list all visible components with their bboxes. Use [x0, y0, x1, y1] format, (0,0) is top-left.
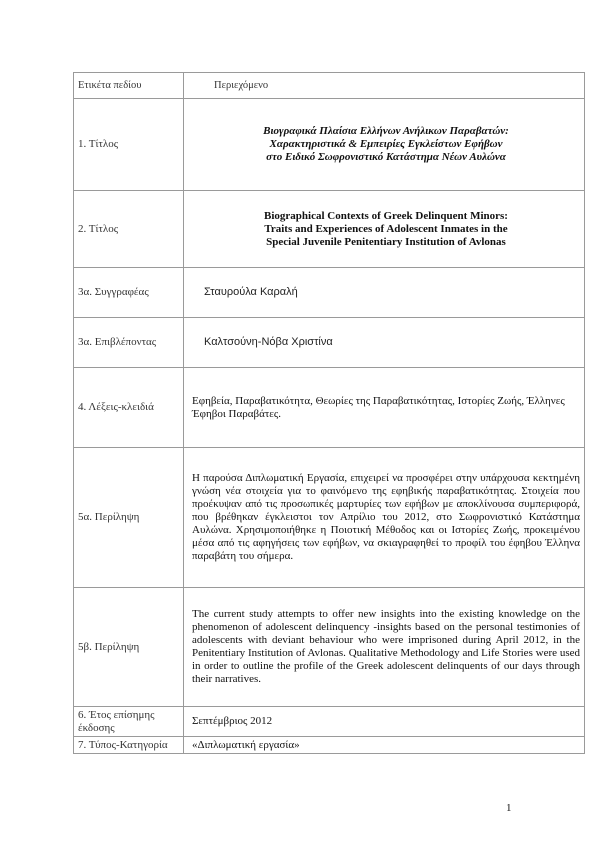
table-row-title-gr	[74, 99, 585, 191]
row-label: 1. Τίτλος	[74, 99, 184, 191]
row-label: 7. Τύπος-Κατηγορία	[74, 737, 184, 754]
publication-date: Σεπτέμβριος 2012	[184, 707, 585, 737]
table-header-row	[74, 73, 585, 99]
title-greek	[184, 99, 585, 191]
table-row-abstract-gr	[74, 448, 585, 588]
table-row-keywords	[74, 368, 585, 448]
table-row-author	[74, 268, 585, 318]
supervisor-name: Καλτσούνη-Νόβα Χριστίνα	[184, 318, 585, 368]
title-greek-line: στο Ειδικό Σωφρονιστικό Κατάστημα Νέων Αυλώνα	[266, 151, 506, 163]
keywords-text: Εφηβεία, Παραβατικότητα, Θεωρίες της Παραβατικότητας, Ιστορίες Ζωής, Έλληνες Έφηβοι Παραβάτες.	[184, 368, 585, 448]
abstract-english: The current study attempts to offer new insights into the existing knowledge on the phenomenon of adolescent delinquency -insights based on the personal testimonies of adolescents with deviant behaviour who were imprisoned during April 2012, in the Penitentiary Institution of Avlonas. Qualitative Methodology and Life Stories were used in order to outline the profile of the Greek adolescent delinquents of our days through their narratives.	[184, 588, 585, 707]
document-type: «Διπλωματική εργασία»	[184, 737, 585, 754]
row-label: 3α. Συγγραφέας	[74, 268, 184, 318]
row-label: 4. Λέξεις-κλειδιά	[74, 368, 184, 448]
page-number: 1	[506, 802, 512, 814]
row-label: 2. Τίτλος	[74, 191, 184, 268]
header-content-cell: Περιεχόμενο	[184, 73, 585, 99]
header-label-cell: Ετικέτα πεδίου	[74, 73, 184, 99]
abstract-greek: Η παρούσα Διπλωματική Εργασία, επιχειρεί να προσφέρει στην υπάρχουσα κεκτημένη γνώση νέα στοιχεία για το φαινόμενο της εφηβικής παραβατικότητας. Στοιχεία που προέκυψαν από τις προσωπικές μαρτυρίες των εφήβων με αποκλίνουσα συμπεριφορά, που βρέθηκαν έγκλειστοι τον Απρίλιο του 2012, στο Σωφρονιστικό Κατάστημα Αυλώνα. Χρησιμοποιήθηκε η Ποιοτική Μέθοδος και οι Ιστορίες Ζωής, προκειμένου μέσα από τις αφηγήσεις των εφήβων, να σκιαγραφηθεί το προφίλ του έφηβου Έλληνα παραβάτη του σήμερα.	[184, 448, 585, 588]
table-row-abstract-en	[74, 588, 585, 707]
title-english-line: Traits and Experiences of Adolescent Inmates in the	[264, 222, 508, 235]
row-label: 3α. Επιβλέποντας	[74, 318, 184, 368]
table-row-supervisor	[74, 318, 585, 368]
author-name: Σταυρούλα Καραλή	[184, 268, 585, 318]
row-label: 6. Έτος επίσημης έκδοσης	[74, 707, 184, 737]
table-row-type	[74, 737, 585, 754]
row-label: 5α. Περίληψη	[74, 448, 184, 588]
metadata-table	[73, 72, 585, 754]
table-row-title-en	[74, 191, 585, 268]
row-label: 5β. Περίληψη	[74, 588, 184, 707]
title-english	[184, 191, 585, 268]
title-greek-line: Βιογραφικά Πλαίσια Ελλήνων Ανήλικων Παραβατών:	[263, 125, 509, 137]
title-english-line: Special Juvenile Penitentiary Institution of Avlonas	[266, 235, 506, 248]
title-english-line: Biographical Contexts of Greek Delinquent Minors:	[264, 209, 508, 222]
title-greek-line: Χαρακτηριστικά & Εμπειρίες Εγκλείστων Εφήβων	[269, 138, 503, 150]
table-row-year	[74, 707, 585, 737]
